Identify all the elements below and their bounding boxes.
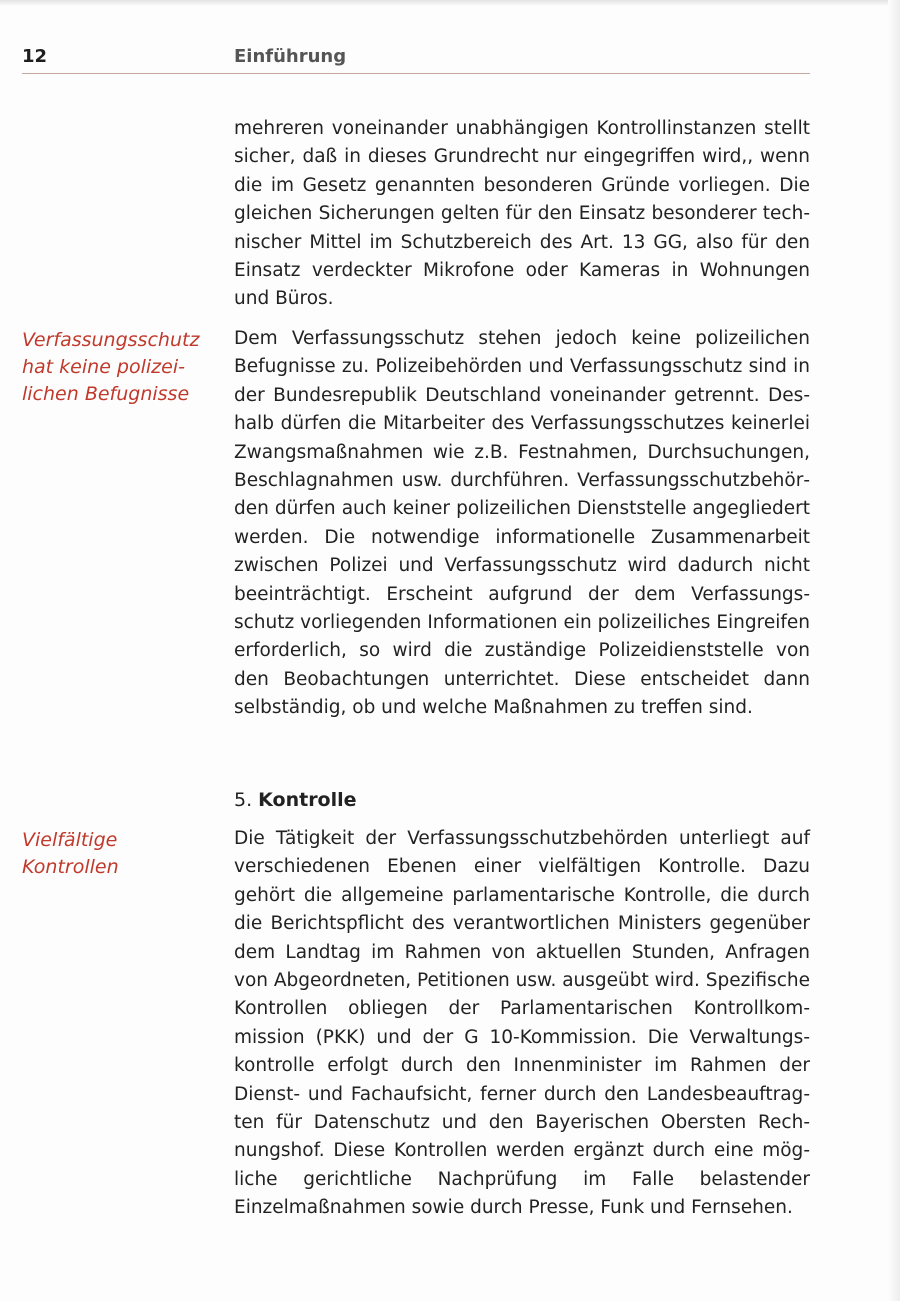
scan-edge-top <box>0 0 890 6</box>
running-title: Einführung <box>234 46 347 67</box>
scan-edge-right <box>888 0 900 1301</box>
paragraph-2: Dem Verfassungsschutz stehen jedoch keine polizeilichen Befugnisse zu. Polizeibehörden und Verfassungsschutz sind in der Bundesrepublik Deutschland voneinander getrennt. Deshalb dürfen die Mitarbeiter des Verfassungsschutzes keinerlei Zwangsmaßnahmen wie z.B. Festnahmen, Durchsuchungen, Beschlagnahmen usw. durchführen. Verfassungsschutzbehörden dürfen auch keiner polizeilichen Dienststelle angegliedert werden. Die notwendige informationelle Zusammenarbeit zwischen Polizei und Verfassungsschutz wird dadurch nicht beeinträchtigt. Erscheint aufgrund der dem Verfassungsschutz vorliegenden Informationen ein polizeiliches Eingreifen erforderlich, so wird die zuständige Polizeidienststelle von den Beobachtungen unterrichtet. Diese entscheidet dann selbständig, ob und welche Maßnahmen zu treffen sind. <box>234 328 810 719</box>
header-rule <box>22 73 810 74</box>
section-number: 5. <box>234 789 253 811</box>
margin-note-kontrollen: Vielfältige Kontrollen <box>22 829 119 878</box>
page-number: 12 <box>22 46 48 67</box>
paragraph-1: mehreren voneinander unabhängigen Kontrollinstanzen stellt sicher, daß in dieses Grundrecht nur eingegriffen wird,, wenn die im Gesetz genannten besonderen Gründe vorliegen. Die gleichen Sicherungen gelten für den Einsatz besonderer technischer Mittel im Schutzbereich des Art. 13 GG, also für den Einsatz verdeckter Mikrofone oder Kameras in Wohnungen und Büros. <box>234 118 810 310</box>
section-title: Kontrolle <box>258 789 357 811</box>
paragraph-3: Die Tätigkeit der Verfassungsschutzbehörden unterliegt auf verschiedenen Ebenen einer vielfältigen Kontrolle. Dazu gehört die allgemeine parlamentarische Kontrolle, die durch die Berichtspflicht des verantwortlichen Ministers gegenüber dem Landtag im Rahmen von aktuellen Stunden, Anfragen von Abgeordneten, Petitionen usw. ausgeübt wird. Spezifische Kontrollen obliegen der Parlamentarischen Kontrollkommission (PKK) und der G 10-Kommission. Die Verwaltungskontrolle erfolgt durch den Innenminister im Rahmen der Dienst- und Fachaufsicht, ferner durch den Landesbeauftragten für Datenschutz und den Bayerischen Obersten Rechnungshof. Diese Kontrollen werden ergänzt durch eine mögliche gerichtliche Nachprüfung im Falle belastender Einzelmaßnahmen sowie durch Presse, Funk und Fernsehen. <box>234 828 810 1219</box>
margin-note-befugnisse: Verfassungsschutz hat keine polizei- lichen Befugnisse <box>22 329 200 405</box>
section-heading <box>234 787 357 813</box>
